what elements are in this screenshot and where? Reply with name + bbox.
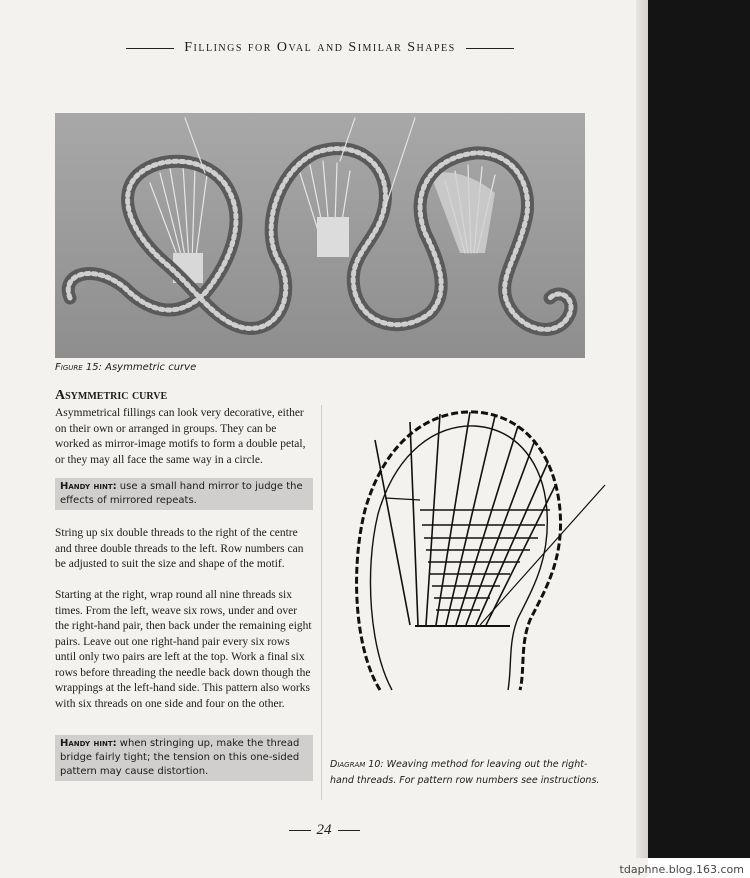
rule-right xyxy=(466,48,514,49)
folio-rule-left xyxy=(289,830,311,831)
handy-hint-2 xyxy=(55,735,313,781)
lace-photo-illustration xyxy=(55,113,585,358)
section-title: Asymmetric curve xyxy=(55,388,168,403)
rule-left xyxy=(126,48,174,49)
paragraph-1: Asymmetrical fillings can look very decorative, either on their own or arranged in groups. They can be worked as mirror-image motifs to form a double petal, or they may all face the same way in a circle. xyxy=(55,407,306,466)
figure-photo xyxy=(55,113,585,358)
hint-text: when stringing up, make the thread bridge fairly tight; the tension on this one-sided pattern may cause distortion. xyxy=(60,738,300,777)
hint-label: Handy hint: xyxy=(60,738,117,749)
weaving-diagram xyxy=(340,400,620,710)
hint-text: use a small hand mirror to judge the effects of mirrored repeats. xyxy=(60,481,303,506)
figure-caption xyxy=(55,362,196,373)
handy-hint-1 xyxy=(55,478,313,510)
diagram-text: Weaving method for leaving out the right-hand threads. For pattern row numbers see instructions. xyxy=(330,759,600,786)
watermark: tdaphne.blog.163.com xyxy=(619,863,744,876)
diagram-label: Diagram 10: xyxy=(330,759,384,770)
figure-label: Figure 15: xyxy=(55,362,102,373)
figure-text: Asymmetric curve xyxy=(105,362,197,373)
hint-label: Handy hint: xyxy=(60,481,117,492)
page-number-text: 24 xyxy=(316,822,332,838)
paragraph-3: Starting at the right, wrap round all nine threads six times. From the left, weave six rows, under and over the right-hand pair, then back under the remaining eight pairs. Leave out one right-hand pair every six rows until only two pairs are left at the top. Work a final six rows before threading the needle back down though the wrappings at the left-hand side. This pattern also works with six threads on one side and four on the other. xyxy=(55,589,312,710)
folio-rule-right xyxy=(338,830,360,831)
column-divider xyxy=(321,405,322,800)
scan-background xyxy=(648,0,750,858)
running-head xyxy=(100,40,540,56)
running-head-text: Fillings for Oval and Similar Shapes xyxy=(184,40,456,55)
diagram-caption xyxy=(330,757,610,789)
paragraph-2: String up six double threads to the right of the centre and three double threads to the left. Row numbers can be adjusted to suit the size and shape of the motif. xyxy=(55,527,304,570)
page-number xyxy=(0,822,648,839)
